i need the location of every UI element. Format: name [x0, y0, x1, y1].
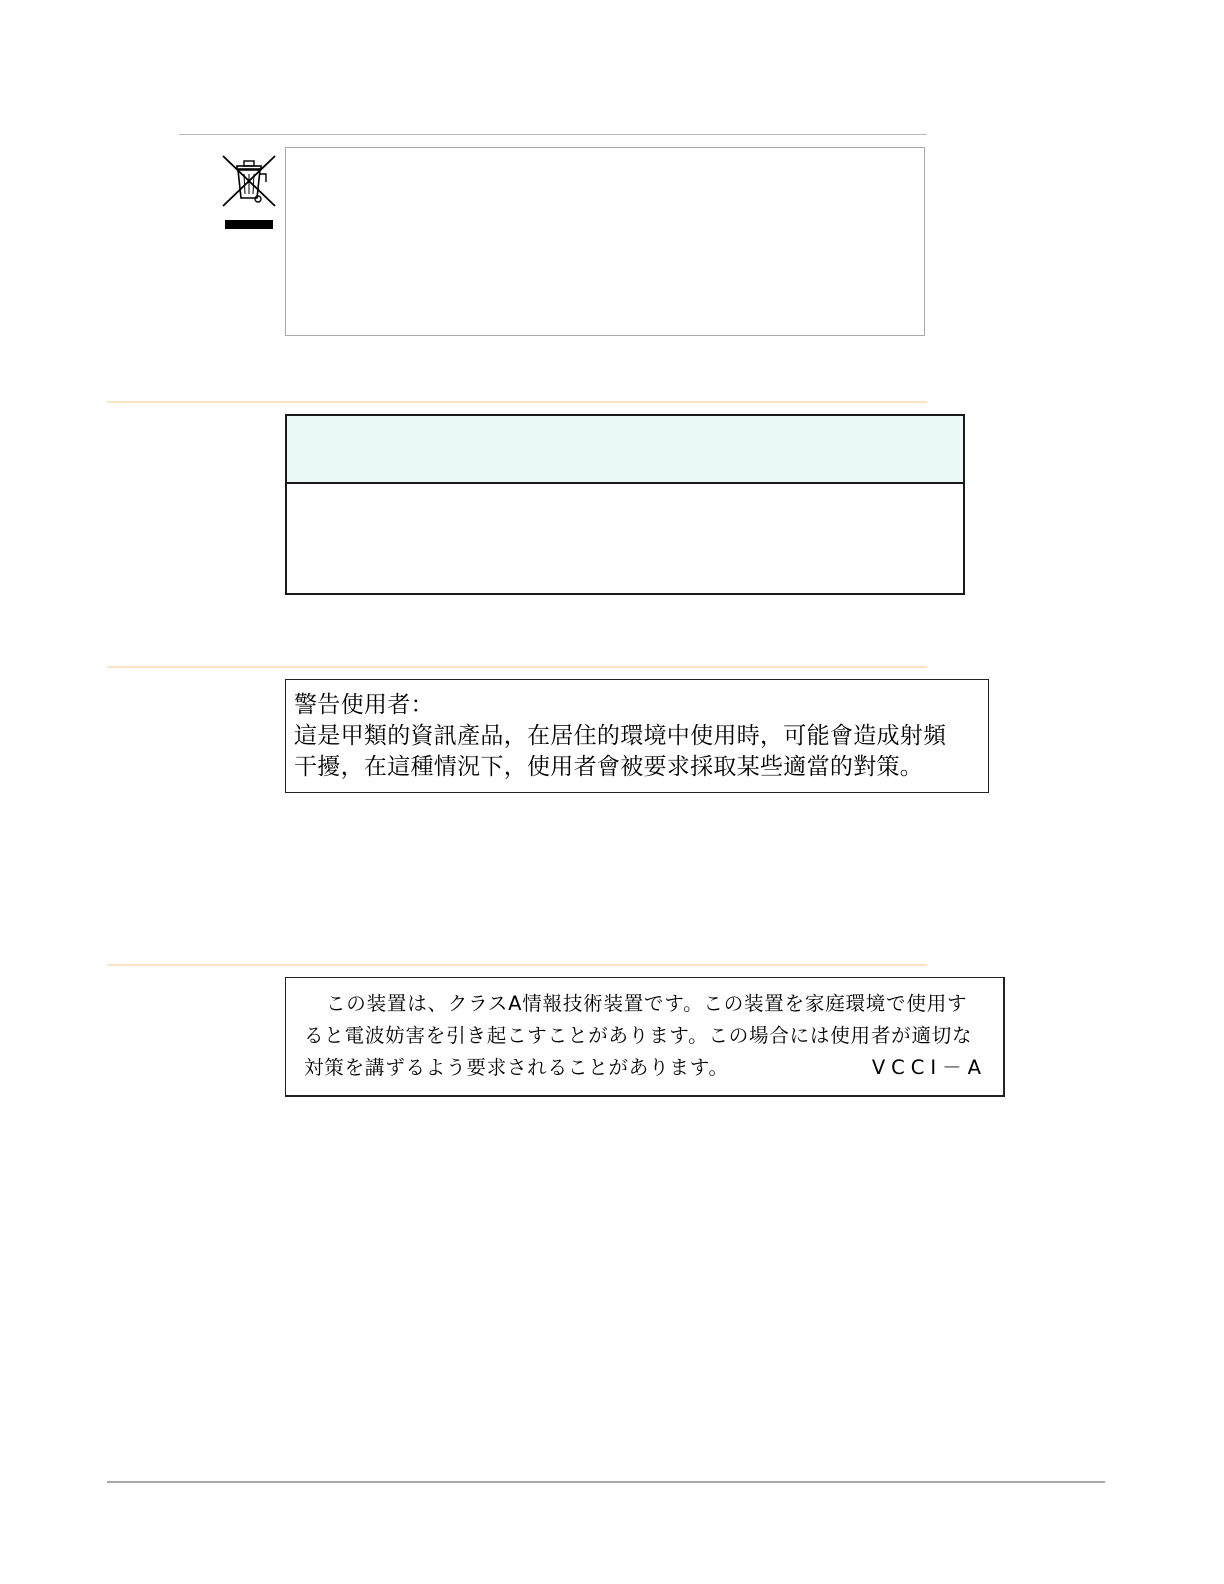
vcci-text-line-3: 対策を講ずるよう要求されることがあります。 — [304, 1056, 729, 1079]
bsmi-warning-box — [285, 679, 989, 793]
vcci-text-line-2: ると電波妨害を引き起こすことがあります。この場合には使用者が適切な — [304, 1024, 973, 1047]
vcci-text-line-1: この装置は、クラスA情報技術装置です。この装置を家庭環境で使用す — [326, 992, 968, 1015]
section-divider-1 — [107, 401, 927, 403]
bsmi-text-line-1: 這是甲類的資訊產品，在居住的環境中使用時，可能會造成射頻 — [294, 723, 947, 749]
vcci-text-line-3-row — [304, 1052, 987, 1084]
bsmi-heading: 警告使用者： — [294, 692, 434, 718]
section-divider-2 — [107, 666, 927, 668]
weee-notice-box — [285, 147, 925, 336]
vcci-class-code: VCCI－A — [871, 1056, 987, 1079]
table-header-row — [287, 416, 963, 484]
vcci-notice-box — [285, 977, 1005, 1097]
compliance-table — [285, 414, 965, 595]
section-divider-3 — [107, 964, 927, 966]
crossed-out-wheelie-bin-icon — [220, 152, 278, 234]
bsmi-text-line-2: 干擾，在這種情況下，使用者會被要求採取某些適當的對策。 — [294, 754, 924, 780]
footer-divider — [107, 1481, 1105, 1483]
top-divider — [179, 134, 927, 135]
